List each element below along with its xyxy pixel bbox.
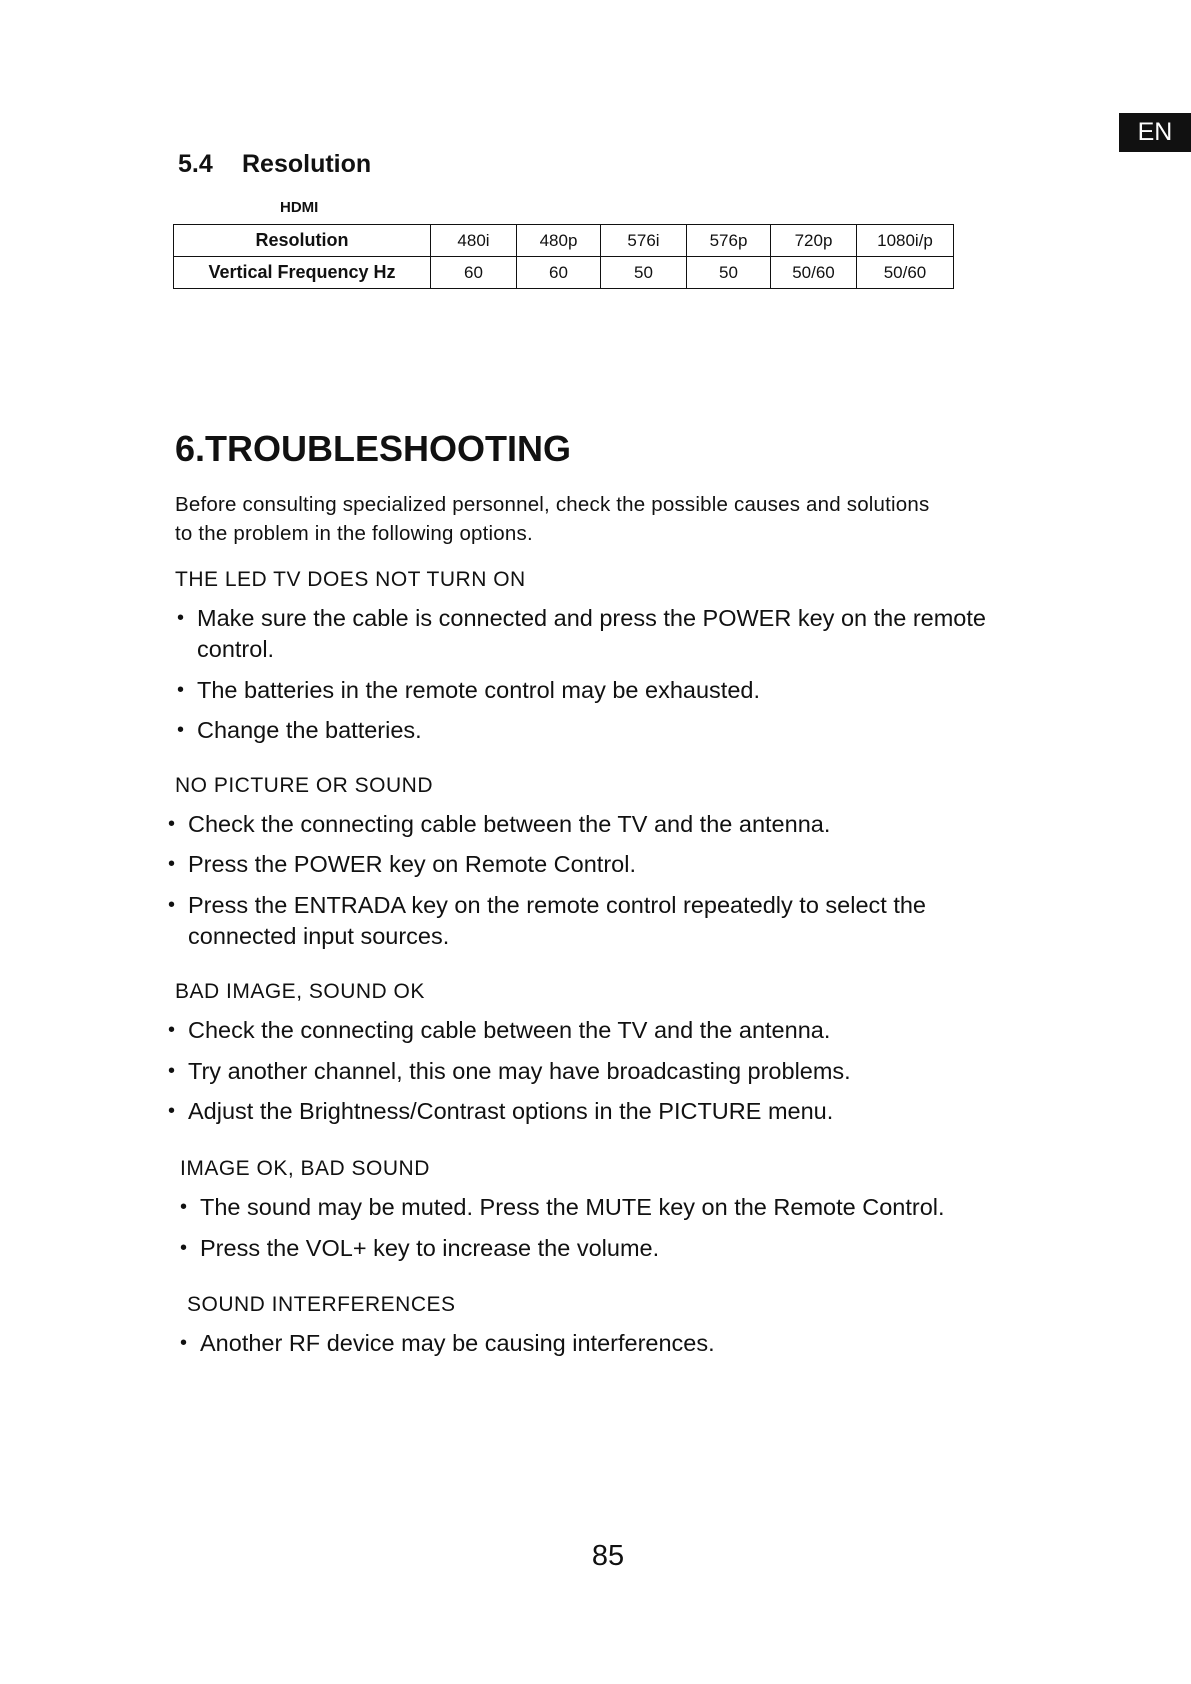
list-item-line: connected input sources. (188, 923, 450, 949)
list-item (180, 1328, 715, 1359)
list-item (168, 1056, 851, 1087)
list-item (177, 675, 761, 706)
group-title-sound-interferences: SOUND INTERFERENCES (187, 1293, 456, 1316)
bullet-icon: • (177, 719, 185, 741)
list-item-line: Adjust the Brightness/Contrast options in the PICTURE menu. (188, 1098, 834, 1124)
group-title-led-tv-not-on: THE LED TV DOES NOT TURN ON (175, 568, 526, 591)
troubleshooting-title: 6.TROUBLESHOOTING (175, 428, 572, 469)
resolution-table (173, 224, 954, 289)
bullet-icon: • (168, 813, 176, 835)
list-item (168, 1015, 831, 1046)
table-cell: 50/60 (857, 257, 954, 289)
table-cell: 576p (687, 225, 771, 257)
list-item-line: Check the connecting cable between the TV and the antenna. (188, 811, 831, 837)
table-cell: 50 (601, 257, 687, 289)
table-row (174, 225, 954, 257)
list-item-line: Check the connecting cable between the TV and the antenna. (188, 1017, 831, 1043)
table-cell: 50/60 (771, 257, 857, 289)
table-cell: 480p (517, 225, 601, 257)
row-header-frequency: Vertical Frequency Hz (174, 257, 431, 289)
bullet-icon: • (177, 607, 185, 629)
list-item-line: Make sure the cable is connected and press the POWER key on the remote (197, 605, 986, 631)
section-number: 5.4 (178, 150, 213, 178)
list-item (180, 1233, 660, 1264)
bullet-icon: • (168, 894, 176, 916)
group-title-image-ok-bad-sound: IMAGE OK, BAD SOUND (180, 1157, 430, 1180)
bullet-icon: • (168, 1019, 176, 1041)
bullet-icon: • (168, 853, 176, 875)
section-title: Resolution (242, 150, 372, 178)
table-cell: 480i (431, 225, 517, 257)
bullet-icon: • (180, 1237, 188, 1259)
list-item (168, 809, 831, 840)
list-item-line: Another RF device may be causing interferences. (200, 1330, 715, 1356)
list-item (168, 1096, 834, 1127)
list-item-line: Press the ENTRADA key on the remote control repeatedly to select the (188, 892, 927, 918)
table-cell: 60 (431, 257, 517, 289)
list-item-line: The batteries in the remote control may be exhausted. (197, 677, 761, 703)
group-title-no-picture-or-sound: NO PICTURE OR SOUND (175, 774, 434, 797)
list-item-line: The sound may be muted. Press the MUTE key on the Remote Control. (200, 1194, 945, 1220)
list-item (177, 715, 422, 746)
list-item-line: Press the POWER key on Remote Control. (188, 851, 636, 877)
bullet-icon: • (180, 1332, 188, 1354)
row-header-resolution: Resolution (174, 225, 431, 257)
bullet-icon: • (177, 679, 185, 701)
list-item (168, 890, 927, 952)
table-cell: 1080i/p (857, 225, 954, 257)
intro-paragraph (175, 490, 1055, 548)
table-cell: 60 (517, 257, 601, 289)
list-item-line: Change the batteries. (197, 717, 422, 743)
table-cell: 576i (601, 225, 687, 257)
list-item-line: control. (197, 636, 275, 662)
list-item (180, 1192, 945, 1223)
bullet-icon: • (180, 1196, 188, 1218)
list-item-line: Press the VOL+ key to increase the volume. (200, 1235, 660, 1261)
section-heading (178, 150, 371, 179)
table-caption: HDMI (280, 199, 319, 216)
language-tab: EN (1119, 113, 1191, 152)
page-number: 85 (591, 1540, 625, 1572)
table-cell: 50 (687, 257, 771, 289)
list-item (168, 849, 636, 880)
bullet-icon: • (168, 1060, 176, 1082)
intro-line: to the problem in the following options. (175, 522, 533, 545)
bullet-icon: • (168, 1100, 176, 1122)
list-item (177, 603, 986, 665)
group-title-bad-image-sound-ok: BAD IMAGE, SOUND OK (175, 980, 425, 1003)
list-item-line: Try another channel, this one may have broadcasting problems. (188, 1058, 851, 1084)
table-cell: 720p (771, 225, 857, 257)
table-row (174, 257, 954, 289)
intro-line: Before consulting specialized personnel, check the possible causes and solutions (175, 493, 930, 516)
